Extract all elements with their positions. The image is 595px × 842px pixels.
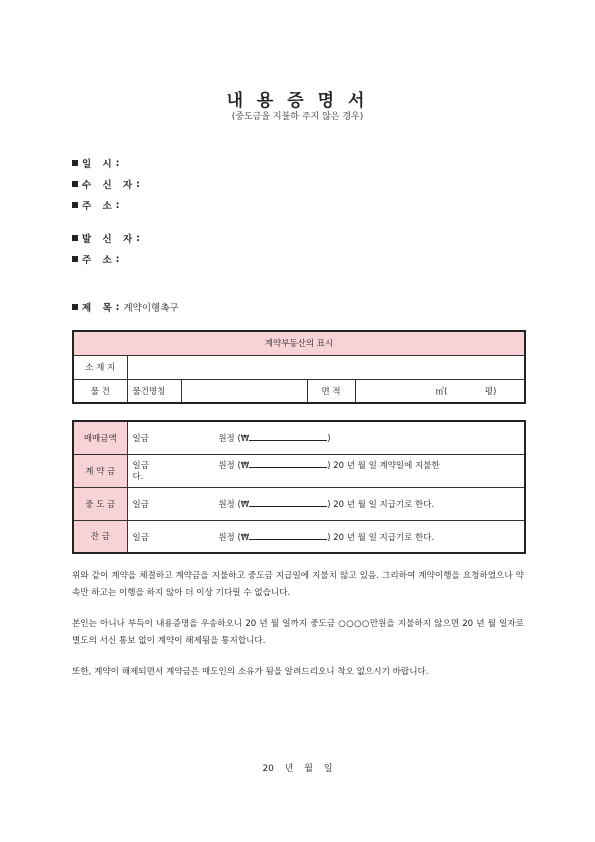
field-sender (72, 231, 140, 245)
area-unit: ㎡( (435, 386, 448, 397)
field-sender-address (72, 252, 119, 266)
item-name-value (181, 379, 307, 403)
payment-won: 원정 (₩ (218, 434, 250, 445)
area-label: 면 적 (307, 379, 355, 403)
document-title: 내 용 증 명 서 (226, 91, 369, 111)
payment-text: 일금 (132, 461, 149, 471)
payment-detail (127, 454, 525, 487)
payment-text: 일금 (132, 434, 149, 445)
location-value (127, 355, 525, 379)
field-colon: : (115, 199, 120, 211)
payment-close: ) (327, 532, 331, 543)
item-label: 물 건 (73, 379, 127, 403)
field-label: 주 소 (82, 201, 116, 212)
pyeong-unit: 평) (484, 386, 497, 397)
bullet-icon (72, 181, 78, 187)
payment-detail (127, 520, 525, 553)
field-recipient-address (72, 198, 119, 212)
field-label: 일 시 (82, 159, 116, 170)
payment-detail (127, 421, 525, 454)
payment-won: 원정 (₩ (218, 461, 250, 471)
bullet-icon (72, 304, 78, 310)
payment-table (72, 420, 526, 554)
payment-tail: 20 년 월 일 지급기로 한다. (333, 500, 435, 510)
payment-text: 일금 (132, 532, 149, 543)
amount-blank (249, 497, 327, 507)
field-colon: : (136, 232, 140, 244)
payment-row (73, 454, 525, 487)
bullet-icon (72, 256, 78, 262)
location-label: 소 재 지 (73, 355, 127, 379)
subject-value: 계약이행촉구 (123, 303, 179, 314)
document-subtitle: (중도금을 지불하 주지 않은 경우) (231, 112, 364, 122)
field-label: 발 신 자 (82, 234, 137, 245)
body-paragraph-3: 또한, 계약이 해제되면서 계약금은 매도인의 소유가 됨을 알려드리오니 착오 없으시기 바랍니다. (72, 667, 429, 677)
property-table (72, 330, 526, 404)
payment-tail: 20 년 월 일 지급기로 한다. (333, 532, 435, 543)
field-subject (72, 300, 179, 314)
amount-blank (249, 431, 327, 441)
property-table-header: 계약부동산의 표시 (73, 331, 525, 355)
payment-row (73, 421, 525, 454)
field-label: 제 목 (82, 303, 116, 314)
payment-tail-wrap: 다. (132, 472, 144, 482)
field-colon: : (115, 157, 120, 169)
body-paragraph-1: 위와 같이 계약을 체결하고 계약금을 지불하고 중도금 지급일에 지불치 않고 있음. 그리하여 계약이행을 요청하였으나 약속만 하고는 이행을 하지 않아 더 이상 기다릴 수 없습니다. (72, 571, 524, 598)
body-paragraph-2: 본인는 아니나 부득이 내용증명을 우송하오니 20 년 월 일까지 중도금 ○○○○만원을 지불하지 않으면 20 년 월 일자로 별도의 서신 통보 없이 계약이 해제됨을 통지합니다. (72, 619, 524, 646)
payment-label: 계 약 금 (73, 454, 127, 487)
area-value (355, 379, 525, 403)
payment-close: ) (327, 434, 331, 445)
field-colon: : (115, 253, 120, 265)
field-date (72, 156, 119, 170)
payment-label: 잔 금 (73, 520, 127, 553)
payment-row (73, 487, 525, 520)
payment-close: ) (327, 461, 331, 471)
field-label: 수 신 자 (82, 180, 137, 191)
field-colon: : (115, 301, 120, 313)
bullet-icon (72, 202, 78, 208)
payment-close: ) (327, 500, 331, 510)
payment-tail: 20 년 월 일 계약일에 지불한 (333, 461, 440, 471)
payment-label: 매매금액 (73, 421, 127, 454)
amount-blank (249, 458, 327, 468)
footer-date: 20 년 월 일 (262, 764, 333, 774)
amount-blank (249, 530, 327, 540)
payment-won: 원정 (₩ (218, 532, 250, 543)
item-name: 물건명칭 (127, 379, 181, 403)
field-colon: : (136, 178, 140, 190)
payment-label: 중 도 금 (73, 487, 127, 520)
payment-row (73, 520, 525, 553)
field-recipient (72, 177, 140, 191)
bullet-icon (72, 235, 78, 241)
payment-detail (127, 487, 525, 520)
field-label: 주 소 (82, 255, 116, 266)
payment-won: 원정 (₩ (218, 500, 250, 510)
payment-text: 일금 (132, 500, 149, 510)
bullet-icon (72, 160, 78, 166)
